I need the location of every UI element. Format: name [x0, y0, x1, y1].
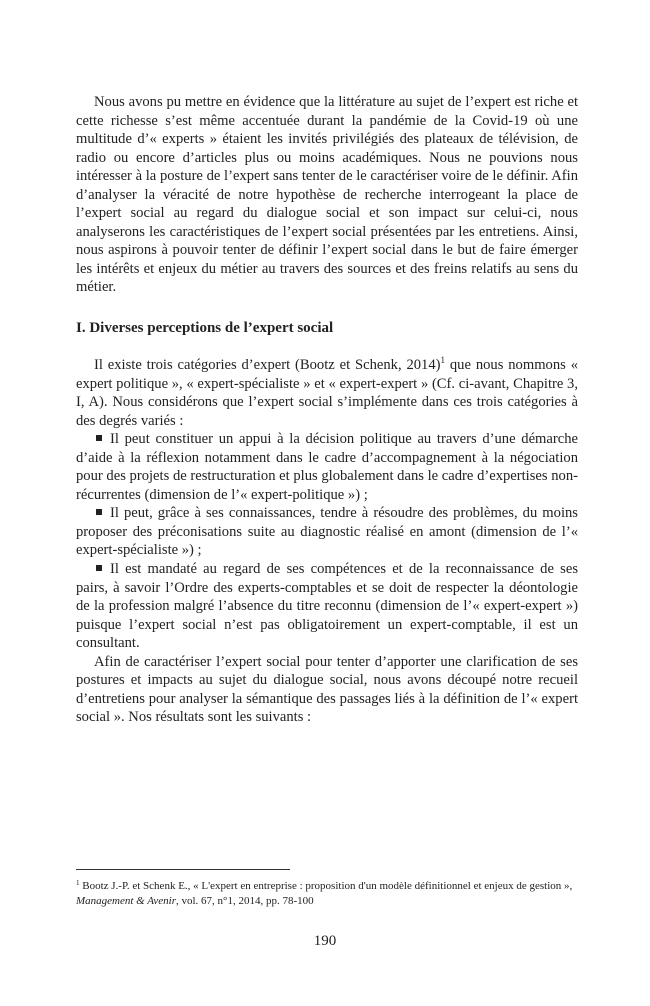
footnote	[76, 879, 582, 909]
section-body	[76, 356, 578, 727]
bullet-text: Il peut, grâce à ses connaissances, tendre à résoudre des problèmes, du moins proposer des préconisations suite au diagnostic réalisé en amont (dimension de l’« expert-spécialiste ») ;	[76, 505, 578, 559]
footnote-text: Bootz J.-P. et Schenk E., « L'expert en entreprise : proposition d'un modèle définitionnel et enjeux de gestion »,	[79, 880, 573, 892]
bullet-item-expert	[76, 560, 578, 653]
footnote-reference[interactable]: 1	[440, 355, 446, 365]
bullet-item-political	[76, 430, 578, 504]
intro-paragraph: Nous avons pu mettre en évidence que la littérature au sujet de l’expert est riche et cette richesse s’est même accentuée durant la pandémie de la Covid-19 où une multitude d’« experts » étaient les invités privilégiés des plateaux de télévision, de radio ou encore d’articles plus ou moins académiques. Nous ne pouvions nous intéresser à la posture de l’expert sans tenter de le caractériser voire de le définir. Afin d’analyser la véracité de notre hypothèse de recherche interrogeant la place de l’expert social au regard du dialogue social et son impact sur celui-ci, nous analyserons les caractéristiques de l’expert social présentées par les entretiens. Ainsi, nous aspirons à pouvoir tenter de définir l’expert social dans le but de faire émerger les intérêts et enjeux du métier au travers des sources et des freins relatifs au sens du métier.	[76, 94, 578, 296]
footnote-separator	[76, 869, 290, 870]
bullet-item-specialist	[76, 504, 578, 560]
bullet-text: Il est mandaté au regard de ses compétences et de la reconnaissance de ses pairs, à savoir l’Ordre des experts-comptables et se doit de respecter la déontologie de la profession malgré l’absence du titre reconnu (dimension de l’« expert-expert ») puisque l’expert social n’est pas obligatoirement un expert-comptable, il est un consultant.	[76, 561, 578, 652]
section-paragraph-1	[76, 356, 578, 430]
page-number: 190	[313, 933, 337, 949]
footnote-details: , vol. 67, n°1, 2014, pp. 78-100	[176, 895, 314, 907]
bullet-text: Il peut constituer un appui à la décision politique au travers d’une démarche d’aide à la réflexion notamment dans le cadre d’accompagnement à la négociation pour des projets de restructuration et plus globalement dans le cadre d’expertises non-récurrentes (dimension de l’« expert-politique ») ;	[76, 431, 578, 503]
footnote-number: 1	[76, 879, 80, 887]
footnote-journal: Management & Avenir	[76, 895, 176, 907]
paragraph-text-start: Il existe trois catégories d’expert (Bootz et Schenk, 2014)	[94, 357, 441, 373]
section-heading: I. Diverses perceptions de l’expert social	[76, 320, 334, 336]
paragraph-text-end: que nous nommons « expert politique », « expert-spécialiste » et « expert-expert » (Cf. ci-avant, Chapitre 3, I, A). Nous considérons que l’expert social s’implémente dans ces trois catégories à des degrés variés :	[76, 357, 578, 429]
square-bullet-icon	[96, 509, 102, 515]
square-bullet-icon	[96, 435, 102, 441]
intro-section	[76, 93, 578, 297]
square-bullet-icon	[96, 565, 102, 571]
section-paragraph-2: Afin de caractériser l’expert social pour tenter d’apporter une clarification de ses postures et impacts au sujet du dialogue social, nous avons découpé notre recueil d’entretiens pour analyser la sémantique des passages liés à la définition de l’« expert social ». Nos résultats sont les suivants :	[76, 653, 578, 726]
